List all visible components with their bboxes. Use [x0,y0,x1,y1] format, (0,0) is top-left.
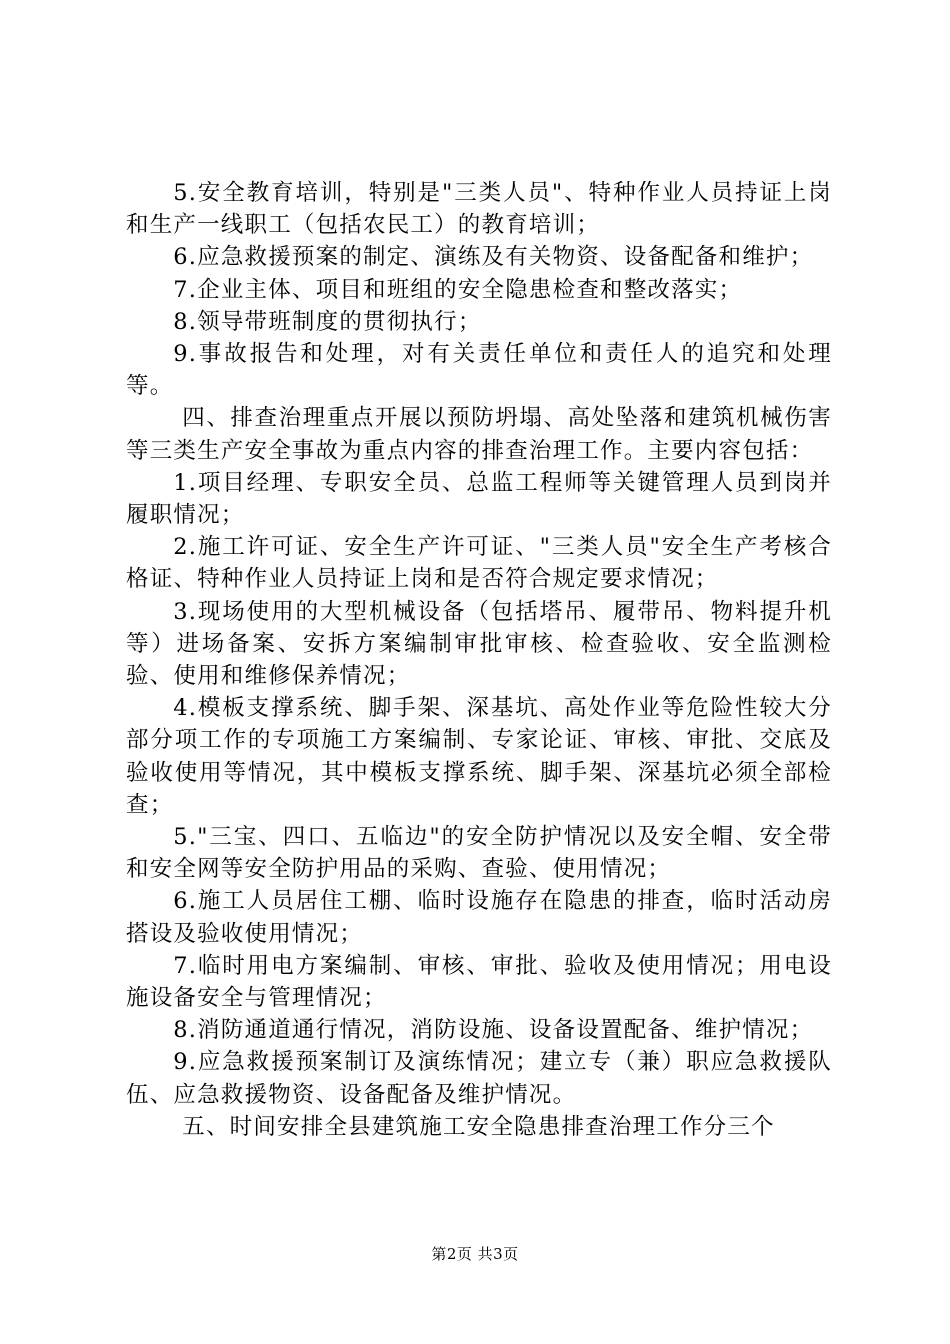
paragraph-item-3-machinery: 3.现场使用的大型机械设备（包括塔吊、履带吊、物料提升机等）进场备案、安拆方案编制审批审核、检查验收、安全监测检验、使用和维修保养情况； [126,598,832,690]
paragraph-item-5-protection: 5."三宝、四口、五临边"的安全防护情况以及安全帽、安全带和安全网等安全防护用品的采购、查验、使用情况； [126,824,832,883]
paragraph-item-8-leadership-duty: 8.领导带班制度的贯彻执行； [173,308,482,335]
paragraph-item-1-managers: 1.项目经理、专职安全员、总监工程师等关键管理人员到岗并履职情况； [126,469,832,529]
page-number-footer: 第2页 共3页 [431,1245,519,1263]
section-heading-4: 四、排查治理重点开展以预防坍塌、高处坠落和建筑机械伤害等三类生产安全事故为重点内容的排查治理工作。主要内容包括： [126,405,832,464]
paragraph-item-9-emergency-rescue: 9.应急救援预案制订及演练情况；建立专（兼）职应急救援队伍、应急救援物资、设备配备及维护情况。 [126,1049,832,1108]
paragraph-item-6-worker-housing: 6.施工人员居住工棚、临时设施存在隐患的排查，临时活动房搭设及验收使用情况； [126,888,832,947]
paragraph-item-2-permits: 2.施工许可证、安全生产许可证、"三类人员"安全生产考核合格证、特种作业人员持证上岗和是否符合规定要求情况； [126,534,832,593]
paragraph-item-7-hazard-check: 7.企业主体、项目和班组的安全隐患检查和整改落实； [173,276,743,303]
paragraph-item-8-fire-access: 8.消防通道通行情况，消防设施、设备设置配备、维护情况； [173,1017,814,1044]
paragraph-item-6-emergency-plan: 6.应急救援预案的制定、演练及有关物资、设备配备和维护； [173,244,814,271]
paragraph-item-4-formwork: 4.模板支撑系统、脚手架、深基坑、高处作业等危险性较大分部分项工作的专项施工方案编制、专家论证、审核、审批、交底及验收使用等情况，其中模板支撑系统、脚手架、深基坑必须全部检查； [126,695,832,818]
paragraph-item-7-temporary-power: 7.临时用电方案编制、审核、审批、验收及使用情况；用电设施设备安全与管理情况； [126,952,832,1012]
paragraph-item-9-accident-report: 9.事故报告和处理，对有关责任单位和责任人的追究和处理等。 [126,341,832,400]
section-heading-5: 五、时间安排全县建筑施工安全隐患排查治理工作分三个 [182,1113,775,1140]
document-body [126,177,832,1143]
paragraph-item-5-training: 5.安全教育培训，特别是"三类人员"、特种作业人员持证上岗和生产一线职工（包括农民工）的教育培训； [126,180,832,239]
